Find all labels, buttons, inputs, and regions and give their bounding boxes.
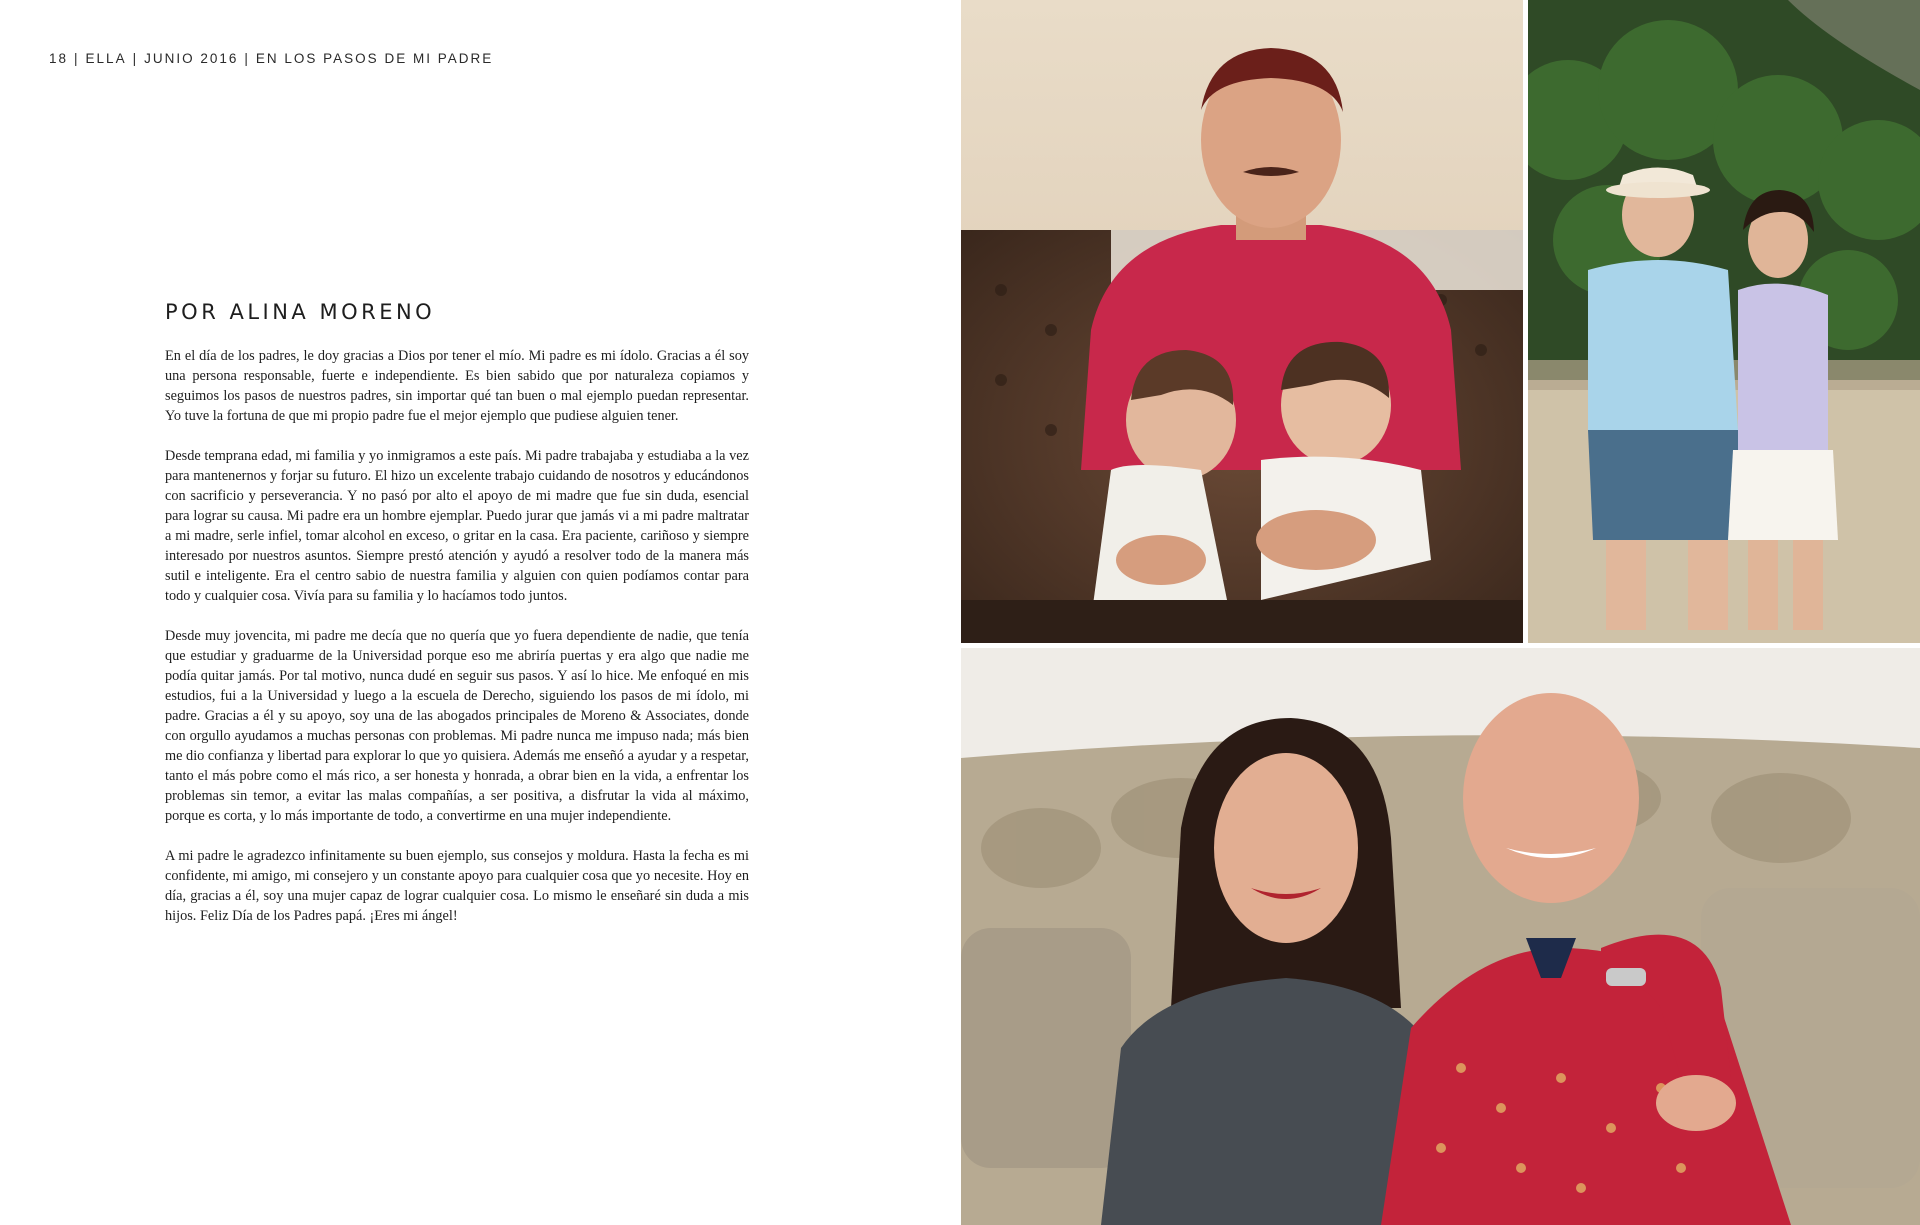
outdoor-father-daughter-photo [1528,0,1920,643]
issue-date: JUNIO 2016 [144,51,239,66]
page-number: 18 [49,51,69,66]
article-body [165,346,749,946]
article-paragraph: A mi padre le agradezco infinitamente su buen ejemplo, sus consejos y moldura. Hasta la fecha es mi confidente, mi amigo, mi consejero y un constante apoyo para cualquier cosa que yo necesite. Hoy en día, gracias a él, soy una mujer capaz de lograr cualquier cosa. Lo mismo le enseñaré sin duda a mis hijos. Feliz Día de los Padres papá. ¡Eres mi ángel! [165,848,749,924]
recent-father-daughter-sofa-photo [961,648,1920,1225]
article-paragraph: En el día de los padres, le doy gracias a Dios por tener el mío. Mi padre es mi ídolo. Gracias a él soy una persona responsable, fuerte e independiente. Es bien sabido que por naturaleza copiamos y seguimos los pasos de nuestros padres, sin importar qué tan buen o mal ejemplo puedan representar. Yo tuve la fortuna de que mi propio padre fue el mejor ejemplo que pudiese alguien tener. [165,348,749,424]
article-paragraph: Desde muy jovencita, mi padre me decía que no quería que yo fuera dependiente de nadie, que tenía que estudiar y graduarme de la Universidad porque eso me abriría puertas y era algo que nadie me podía quitar jamás. Por tal motivo, nunca dudé en seguir sus pasos. Y así lo hice. Me enfoqué en mis estudios, fui a la Universidad y luego a la escuela de Derecho, siguiendo los pasos de mi ídolo, mi padre. Gracias a él y su apoyo, soy una de las abogados principales de Moreno & Associates, donde con orgullo ayudamos a muchas personas con problemas. Mi padre nunca me impuso nada; más bien me dio confianza y libertad para explorar lo que yo quisiera. Además me enseñó a ayudar y a respetar, tanto el más pobre como el más rico, a ser honesta y honrada, a obrar bien en la vida, a enfrentar los problemas sin temor, a evitar las malas compañías, a ser positiva, a disfrutar la vida al máximo, porque es corta, y lo más importante de todo, a convertirme en una mujer independiente. [165,628,749,824]
header-separator: | [244,51,250,66]
header-separator: | [132,51,139,66]
running-header [49,51,493,66]
author-byline: POR ALINA MORENO [165,300,436,324]
article-paragraph: Desde temprana edad, mi familia y yo inmigramos a este país. Mi padre trabajaba y estudiaba a la vez para mantenernos y forjar su futuro. El hizo un excelente trabajo cuidando de nosotros y educándonos con sacrificio y perseverancia. Y no pasó por alto el apoyo de mi madre que fue sin duda, esencial para lograr su causa. Mi padre era un hombre ejemplar. Puedo jurar que jamás vi a mi padre maltratar a mi madre, serle infiel, tomar alcohol en exceso, o gritar en la casa. Era paciente, cariñoso y siempre interesado por nuestros asuntos. Siempre prestó atención y ayudó a resolver todo de la manera más sutil e inteligente. Era el centro sabio de nuestra familia y alguien con quien podíamos contar para todo y cualquier cosa. Vivía para su familia y lo hacíamos todo juntos. [165,448,749,604]
vintage-father-with-babies-photo [961,0,1523,643]
header-separator: | [74,51,80,66]
section-title: EN LOS PASOS DE MI PADRE [255,51,494,66]
magazine-name: ELLA [85,51,127,66]
